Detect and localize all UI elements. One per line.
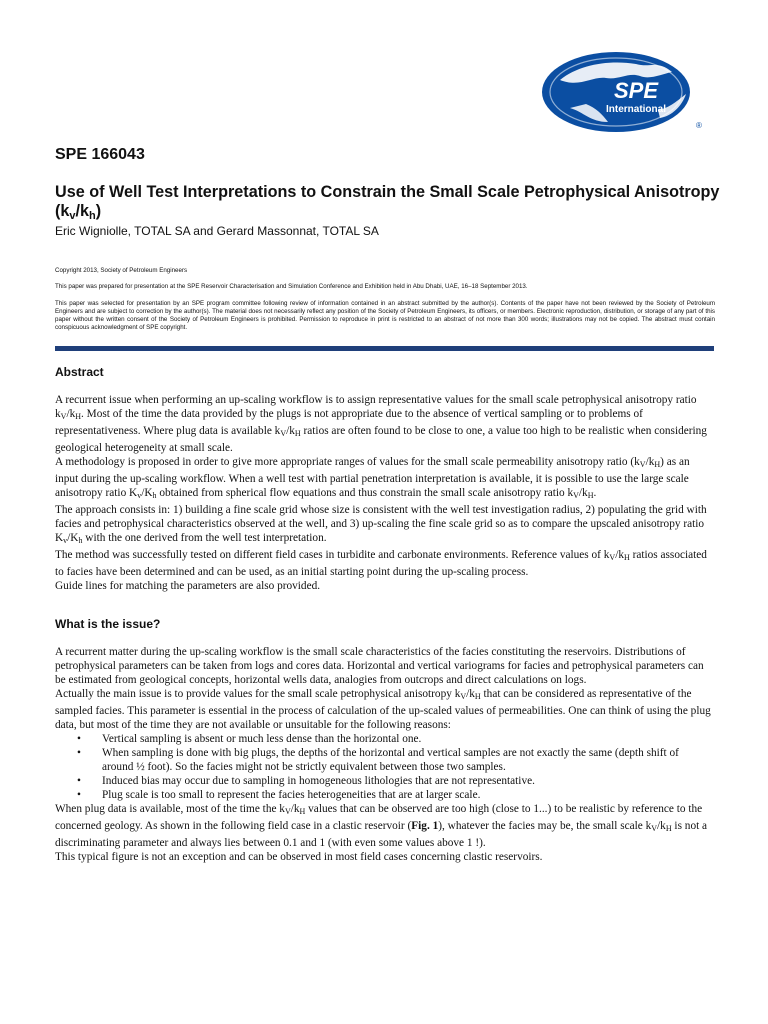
logo-sub: International [605,104,667,115]
reasons-list [55,732,713,802]
authors: Eric Wigniolle, TOTAL SA and Gerard Massonnat, TOTAL SA [55,224,379,238]
list-item: • Plug scale is too small to represent the facies heterogeneities that are at larger scale. [77,789,481,801]
disclaimer-notice: This paper was selected for presentation by an SPE program committee following review of information contained in an abstract submitted by the author(s). Contents of the paper have not been reviewed by the Society of Petroleum Engineers and are subject to correction by the author(s). The material does not necessarily reflect any position of the Society of Petroleum Engineers, its officers, or members. Electronic reproduction, distribution, or storage of any part of this paper without the written consent of the Society of Petroleum Engineers is prohibited. Permission to reproduce in print is restricted to an abstract of not more than 300 words; illustrations may not be copied. The abstract must contain conspicuous acknowledgment of SPE copyright. [55,300,715,331]
abstract-paragraph: The method was successfully tested on different field cases in turbidite and carbonate environments. Reference values of $k_V/k_H$ ratios associated to facies have been determined and can be used, as an initial starting point during the up-scaling process. [55,549,707,578]
abstract-paragraph: A methodology is proposed in order to give more appropriate ranges of values for the small scale permeability anisotropy ratio $(k_V/k_H)$ as an input during the up-scaling workflow. When a well test with partial penetration interpretation is available, it is possible to use the large scale anisotropy ratio $K_v/K_h$ obtained from spherical flow equations and thus constrain the small scale anisotropy ratio $k_V/k_H$. [55,456,690,500]
issue-paragraph: This typical figure is not an exception and can be observed in most field cases concerning clastic reservoirs. [55,851,543,863]
logo-brand: SPE [613,78,659,103]
list-item: • When sampling is done with big plugs, the depths of the horizontal and vertical samples are not exactly the same (depth shift of around ½ foot). So the facies might not be strictly equivalent between those two samples. [77,747,679,773]
spe-international-logo [540,50,712,136]
issue-paragraph: Actually the main issue is to provide values for the small scale petrophysical anisotropy $k_V/k_H$ that can be considered as representative of the sampled facies. This parameter is essential in the process of calculation of the up-scaled values of permeabilities. One can think of using the plug data, but most of the time they are not available or unsuitable for the following reasons: [55,688,711,731]
copyright-notice: Copyright 2013, Society of Petroleum Engineers [55,267,188,274]
abstract-paragraph: Guide lines for matching the parameters are also provided. [55,580,321,592]
presentation-notice: This paper was prepared for presentation at the SPE Reservoir Characterisation and Simulation Conference and Exhibition held in Abu Dhabi, UAE, 16–18 September 2013. [55,283,528,290]
section-divider [55,346,714,351]
paper-title: Use of Well Test Interpretations to Constrain the Small Scale Petrophysical Anisotropy $(k_v/k_h)$ [55,183,720,222]
issue-body [55,645,713,864]
figure-reference: Fig. 1 [411,820,439,832]
registered-mark: ® [696,121,702,130]
list-item: • Induced bias may occur due to sampling in homogeneous lithologies that are not representative. [77,775,535,787]
abstract-paragraph: A recurrent issue when performing an up-scaling workflow is to assign representative values for the small scale petrophysical anisotropy ratio $k_V/k_H$. Most of the time the data provided by the plugs is not appropriate due to the absence of vertical sampling or to problems of representativeness. Where plug data is available $k_V/k_H$ ratios are often found to be close to one, a value too high to be realistic when considering geological heterogeneity at small scale. [55,394,707,454]
abstract-body [55,393,713,593]
issue-heading: What is the issue? [55,617,161,631]
list-item: • Vertical sampling is absent or much less dense than the horizontal one. [77,733,422,745]
abstract-heading: Abstract [55,365,104,379]
paper-number: SPE 166043 [55,146,145,163]
issue-paragraph: A recurrent matter during the up-scaling workflow is the small scale characteristics of the facies constituting the reservoirs. Distributions of petrophysical parameters can be taken from logs and cores data. Horizontal and vertical variograms for facies and petrophysical parameters can be estimated from geological concepts, horizontal wells data, analogies from outcrops and direct calculations on logs. [55,646,704,686]
abstract-paragraph: The approach consists in: 1) building a fine scale grid whose size is consistent with the well test investigation radius, 2) populating the grid with facies and petrophysical characteristics observed at the well, and 3) up-scaling the fine scale grid so as to compare the upscaled anisotropy ratio $K_v/K_h$ with the one derived from the well test interpretation. [55,504,707,545]
issue-paragraph: When plug data is available, most of the time the $k_V/k_H$ values that can be observed are too high (close to 1...) to be realistic by reference to the concerned geology. As shown in the following field case in a clastic reservoir (Fig. 1), whatever the facies may be, the small scale $k_V/k_H$ is not a discriminating parameter and always lies between 0.1 and 1 (with even some values above 1 !). [55,803,708,849]
